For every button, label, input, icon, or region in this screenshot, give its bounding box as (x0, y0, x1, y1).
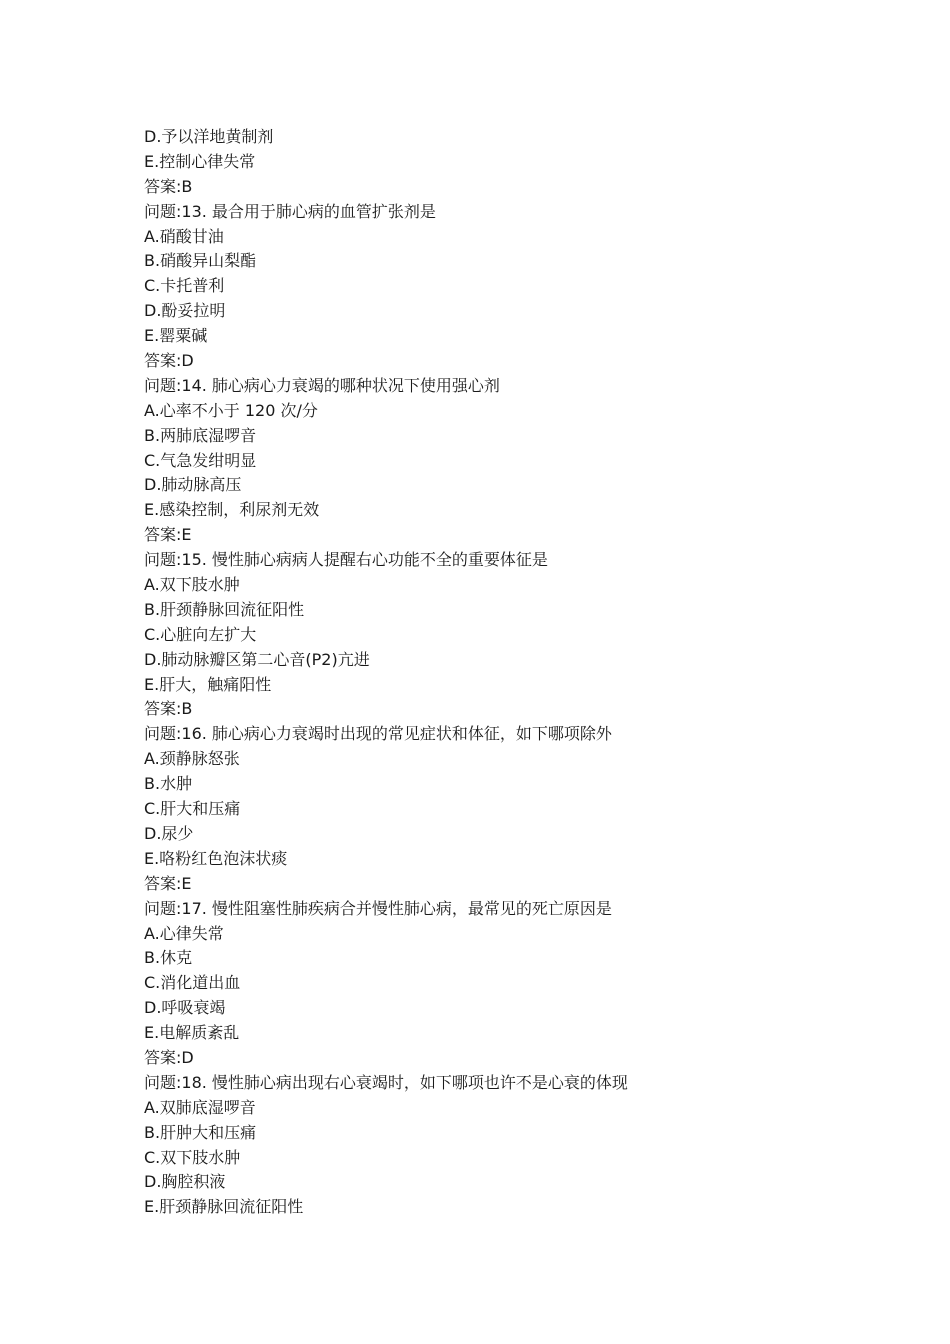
option-line: D.呼吸衰竭 (144, 998, 226, 1018)
question-line: 问题:16. 肺心病心力衰竭时出现的常见症状和体征，如下哪项除外 (144, 724, 612, 744)
option-line: E.肝颈静脉回流征阳性 (144, 1197, 304, 1217)
question-line: 问题:13. 最合用于肺心病的血管扩张剂是 (144, 201, 436, 221)
option-line: E.控制心律失常 (144, 151, 256, 171)
option-line: D.尿少 (144, 823, 194, 843)
option-line: A.心率不小于 120 次/分 (144, 400, 318, 420)
answer-line: 答案:B (144, 176, 193, 196)
document-text (144, 125, 844, 1220)
option-line: C.气急发绀明显 (144, 450, 257, 470)
option-line: C.卡托普利 (144, 276, 225, 296)
answer-line: 答案:D (144, 351, 194, 371)
option-line: E.罂粟碱 (144, 326, 208, 346)
option-line: E.感染控制，利尿剂无效 (144, 500, 320, 520)
question-line: 问题:17. 慢性阻塞性肺疾病合并慢性肺心病，最常见的死亡原因是 (144, 898, 612, 918)
option-line: E.电解质紊乱 (144, 1023, 240, 1043)
option-line: E.肝大，触痛阳性 (144, 674, 272, 694)
option-line: A.双下肢水肿 (144, 575, 240, 595)
answer-line: 答案:D (144, 1047, 194, 1067)
question-line: 问题:14. 肺心病心力衰竭的哪种状况下使用强心剂 (144, 375, 500, 395)
option-line: D.胸腔积液 (144, 1172, 226, 1192)
answer-line: 答案:E (144, 525, 192, 545)
option-line: B.休克 (144, 948, 193, 968)
option-line: B.肝肿大和压痛 (144, 1122, 257, 1142)
option-line: C.心脏向左扩大 (144, 624, 257, 644)
option-line: C.双下肢水肿 (144, 1147, 241, 1167)
option-line: B.两肺底湿啰音 (144, 425, 257, 445)
option-line: D.肺动脉高压 (144, 475, 242, 495)
option-line: A.颈静脉怒张 (144, 749, 240, 769)
option-line: D.予以洋地黄制剂 (144, 127, 274, 146)
answer-line: 答案:B (144, 699, 193, 719)
option-line: B.水肿 (144, 774, 193, 794)
option-line: A.心律失常 (144, 923, 224, 943)
option-line: A.硝酸甘油 (144, 226, 224, 246)
option-line: C.消化道出血 (144, 973, 241, 993)
option-line: C.肝大和压痛 (144, 799, 241, 819)
option-line: A.双肺底湿啰音 (144, 1097, 256, 1117)
question-line: 问题:18. 慢性肺心病出现右心衰竭时，如下哪项也许不是心衰的体现 (144, 1072, 628, 1092)
option-line: B.硝酸异山梨酯 (144, 251, 257, 271)
question-line: 问题:15. 慢性肺心病病人提醒右心功能不全的重要体征是 (144, 550, 548, 570)
answer-line: 答案:E (144, 873, 192, 893)
option-line: D.肺动脉瓣区第二心音(P2)亢进 (144, 649, 370, 669)
option-line: D.酚妥拉明 (144, 301, 226, 321)
option-line: B.肝颈静脉回流征阳性 (144, 599, 305, 619)
option-line: E.咯粉红色泡沫状痰 (144, 848, 288, 868)
